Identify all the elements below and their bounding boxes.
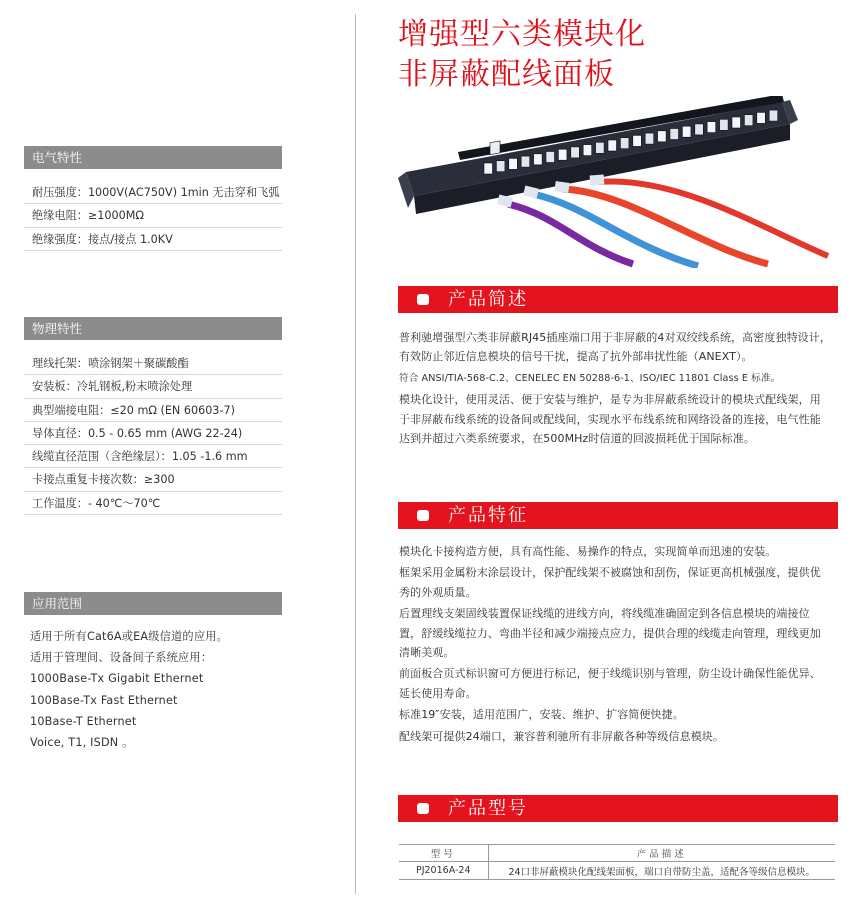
electrical-heading: 电气特性 xyxy=(24,146,282,169)
application-heading: 应用范围 xyxy=(24,592,282,615)
models-heading-bar xyxy=(398,795,838,822)
port-window xyxy=(521,156,530,167)
application-line: 100Base-Tx Fast Ethernet xyxy=(30,693,178,707)
feature-paragraph: 模块化卡接构造方便，具有高性能、易操作的特点，实现简单而迅速的安装。 xyxy=(399,545,777,558)
features-text xyxy=(399,542,831,748)
application-line: Voice, T1, ISDN 。 xyxy=(30,736,134,750)
port-window xyxy=(509,158,518,169)
port-window xyxy=(633,135,642,146)
port-window xyxy=(496,161,505,172)
table-header-row xyxy=(399,845,835,862)
overview-paragraph: 模块化设计，使用灵活、便于安装与维护，是专为非屏蔽系统设计的模块式配线架，用于非屏蔽布线系统的设备间或配线间，实现水平布线系统和网络设备的连接，电气性能达到并超过六类系统要求，在500MHz时信道的回波损耗优于国际标准。 xyxy=(399,393,821,446)
features-heading: 产品特征 xyxy=(448,505,528,526)
application-list xyxy=(30,626,330,753)
column-divider xyxy=(355,14,356,894)
port-window xyxy=(720,119,729,130)
column-header-description: 产品描述 xyxy=(488,845,835,862)
application-line: 适用于管理间、设备间子系统应用： xyxy=(30,651,213,665)
bullet-icon xyxy=(417,803,429,814)
electrical-spec-list xyxy=(24,181,282,251)
spec-row: 线缆直径范围（含绝缘层）：1.05 -1.6 mm xyxy=(24,445,282,468)
physical-heading: 物理特性 xyxy=(24,317,282,340)
port-window xyxy=(620,138,629,149)
port-window xyxy=(769,110,778,121)
spec-row: 工作温度：- 40℃～70℃ xyxy=(24,492,282,515)
bullet-icon xyxy=(417,294,429,305)
column-header-model: 型号 xyxy=(399,845,488,862)
physical-spec-list xyxy=(24,352,282,515)
port-window xyxy=(744,115,753,126)
spec-row: 绝缘强度：接点/接点 1.0KV xyxy=(24,228,282,251)
feature-paragraph: 配线架可提供24端口，兼容普利驰所有非屏蔽各种等级信息模块。 xyxy=(399,729,724,743)
description-cell: 24口非屏蔽模块化配线架面板，端口自带防尘盖，适配各等级信息模块。 xyxy=(488,862,835,880)
bullet-icon xyxy=(417,510,429,521)
port-window xyxy=(596,142,605,153)
features-heading-bar xyxy=(398,502,838,529)
port-window xyxy=(571,147,580,158)
overview-paragraph: 普利驰增强型六类非屏蔽RJ45插座端口用于非屏蔽的4对双绞线系统，高密度独特设计，有效防止邻近信息模块的信号干扰，提高了抗外部串扰性能（ANEXT）。 xyxy=(399,331,831,364)
port-window xyxy=(534,154,543,165)
model-cell: PJ2016A-24 xyxy=(399,862,488,880)
port-window xyxy=(546,152,555,163)
port-window xyxy=(558,149,567,160)
port-window xyxy=(583,145,592,156)
overview-heading-bar xyxy=(398,286,838,313)
port-window xyxy=(682,126,691,137)
port-window xyxy=(732,117,741,128)
port-window xyxy=(695,124,704,135)
application-line: 10Base-T Ethernet xyxy=(30,714,137,728)
spec-row: 安装板：冷轧钢板,粉末喷涂处理 xyxy=(24,375,282,398)
feature-paragraph: 前面板合页式标识窗可方便进行标记，便于线缆识别与管理，防尘设计确保性能优异、延长使用寿命。 xyxy=(399,667,821,700)
model-table xyxy=(399,844,835,880)
overview-text xyxy=(399,328,831,450)
overview-heading: 产品简述 xyxy=(448,289,528,310)
feature-paragraph: 标准19″安装，适用范围广，安装、维护、扩容简便快捷。 xyxy=(399,708,684,722)
port-window xyxy=(757,112,766,123)
table-row xyxy=(399,862,835,880)
spec-row: 卡接点重复卡接次数：≥300 xyxy=(24,468,282,491)
application-line: 1000Base-Tx Gigabit Ethernet xyxy=(30,672,204,686)
port-window xyxy=(484,163,493,174)
spec-row: 导体直径：0.5 - 0.65 mm (AWG 22-24) xyxy=(24,422,282,445)
patch-panel-photo xyxy=(398,96,838,268)
application-line: 适用于所有Cat6A或EA级信道的应用。 xyxy=(30,630,228,643)
feature-paragraph: 后置理线支架固线装置保证线缆的进线方向，将线缆准确固定到各信息模块的端接位置，舒缓线缆拉力、弯曲半径和减少端接点应力，提供合理的线缆走向管理，理线更加清晰美观。 xyxy=(399,607,821,660)
spec-row: 典型端接电阻：≤20 mΩ (EN 60603-7) xyxy=(24,399,282,422)
port-window xyxy=(608,140,617,151)
product-title-line2: 非屏蔽配线面板 xyxy=(398,57,615,92)
spec-row: 绝缘电阻：≥1000MΩ xyxy=(24,204,282,227)
models-heading: 产品型号 xyxy=(448,798,528,819)
spec-row: 理线托架：喷涂钢架＋聚碳酸酯 xyxy=(24,352,282,375)
port-window xyxy=(645,133,654,144)
port-window xyxy=(670,129,679,140)
overview-paragraph: 符合 ANSI/TIA-568-C.2、CENELEC EN 50288-6-1、ISO/IEC 11801 Class E 标准。 xyxy=(399,372,781,384)
spec-row: 耐压强度：1000V(AC750V) 1min 无击穿和飞弧 xyxy=(24,181,282,204)
product-title-line1: 增强型六类模块化 xyxy=(398,17,646,52)
feature-paragraph: 框架采用金属粉末涂层设计，保护配线架不被腐蚀和刮伤，保证更高机械强度，提供优秀的外观质量。 xyxy=(399,566,821,599)
port-window xyxy=(707,122,716,133)
port-window xyxy=(658,131,667,142)
